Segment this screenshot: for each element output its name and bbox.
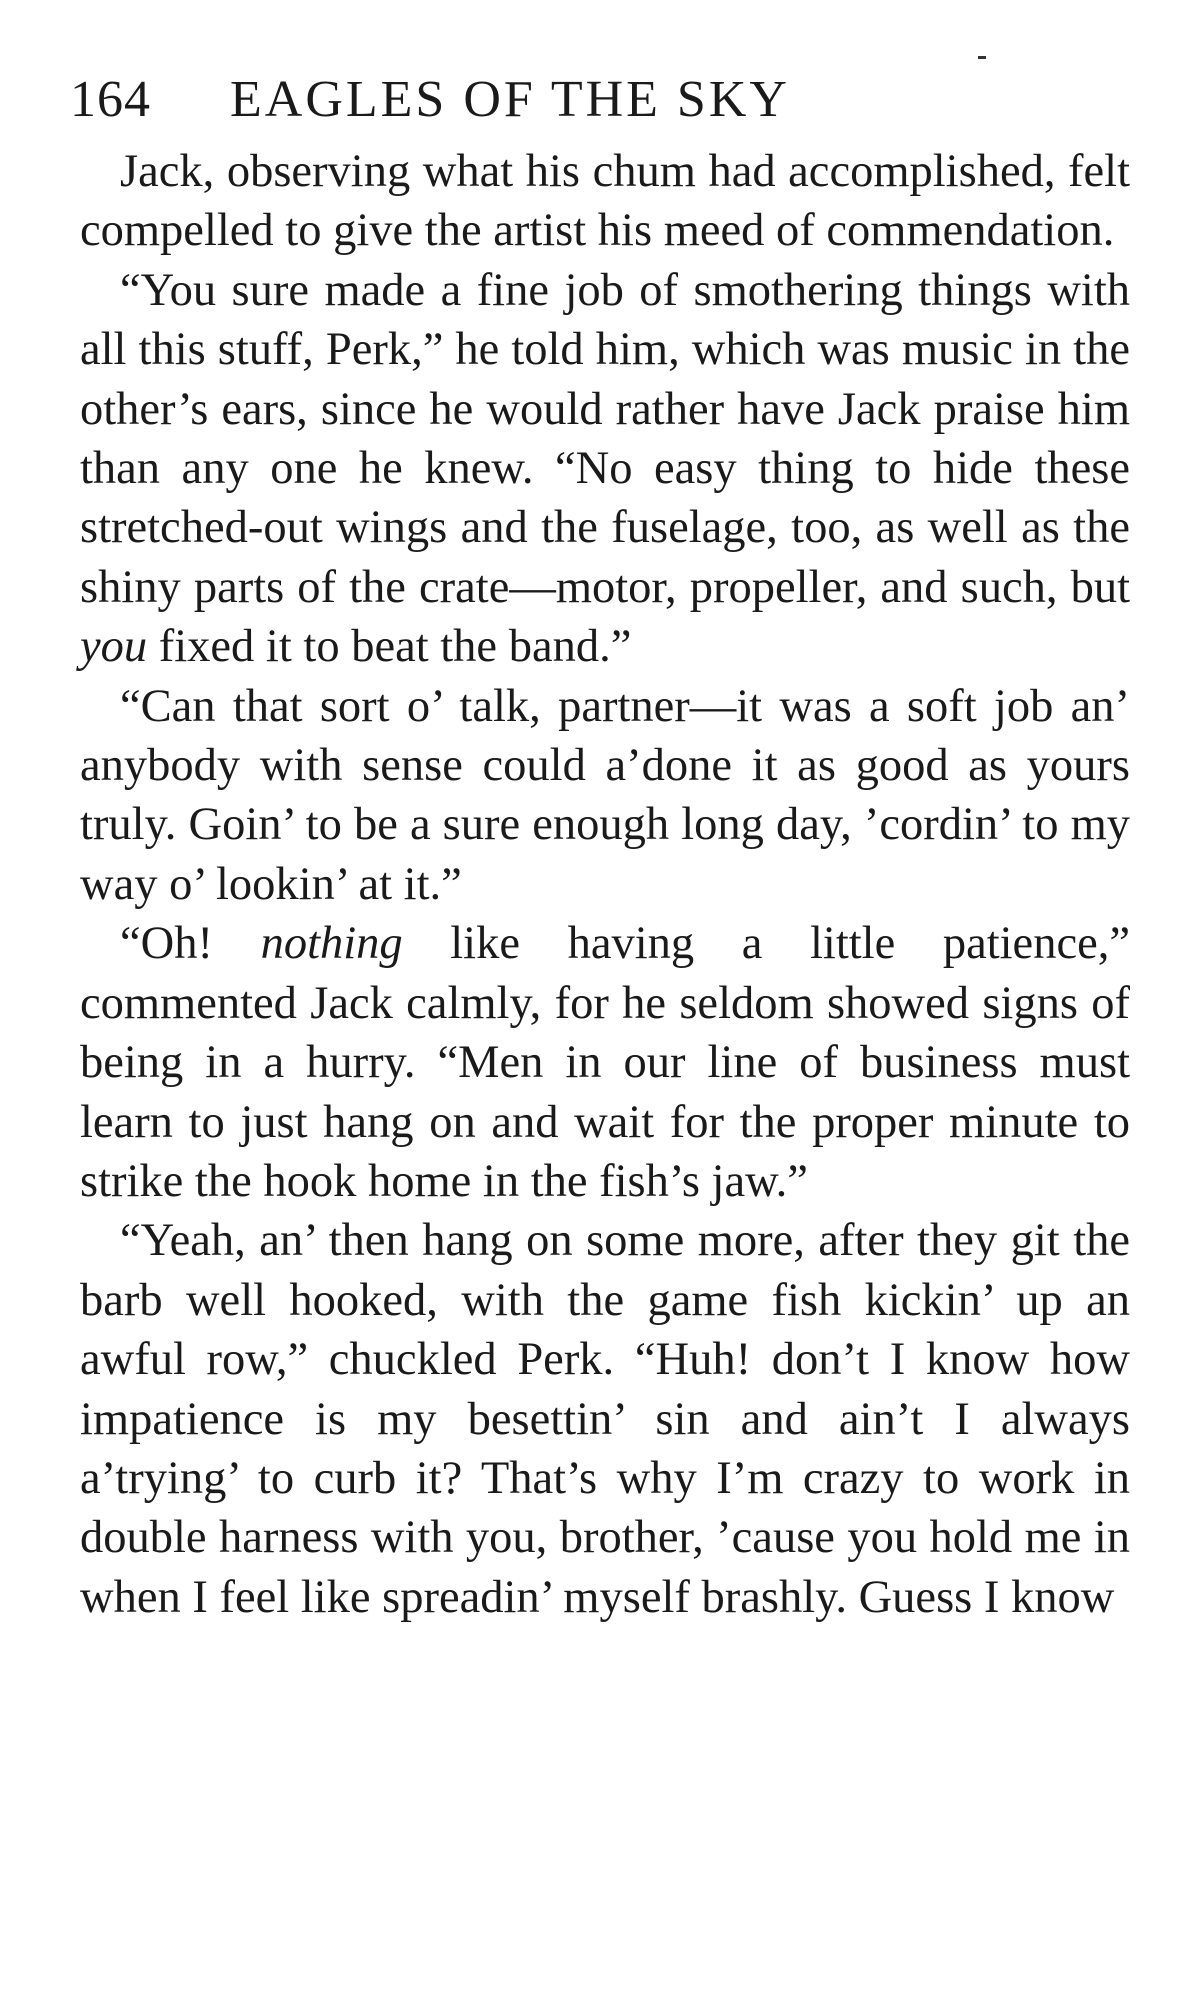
paragraph-text: fixed it to beat the band.”	[147, 621, 632, 673]
book-page	[70, 70, 1130, 1627]
running-head: EAGLES OF THE SKY	[230, 71, 790, 128]
emphasis-text: nothing	[260, 918, 403, 970]
paragraph: “Can that sort o’ talk, partner—it was a soft job an’ anybody with sense could a’done it as good as yours truly. Goin’ to be a sure enough long day, ’cordin’ to my way o’ lookin’ at it.”	[80, 680, 1130, 910]
paragraph: “Yeah, an’ then hang on some more, after they git the barb well hooked, with the game fish kickin’ up an awful row,” chuckled Perk. “Huh! don’t I know how impatience is my besettin’ sin and ain’t I always a’trying’ to curb it? That’s why I’m crazy to work in double harness with you, brother, ’cause you hold me in when I feel like spreadin’ myself brashly. Guess I know	[80, 1215, 1130, 1623]
paragraph	[80, 914, 1130, 1211]
paragraph-text: like having a little patience,” commented Jack calmly, for he seldom showed signs of being in a hurry. “Men in our line of business must learn to just hang on and wait for the proper minute to strike the hook home in the fish’s jaw.”	[80, 918, 1130, 1207]
page-header	[70, 70, 1130, 142]
paragraph: Jack, observing what his chum had accomplished, felt compelled to give the artist his meed of commendation.	[80, 146, 1130, 257]
paragraph-text: “You sure made a fine job of smothering things with all this stuff, Perk,” he told him, which was music in the other’s ears, since he would rather have Jack praise him than any one he knew. “No easy thing to hide these stretched-out wings and the fuselage, too, as well as the shiny parts of the crate—motor, propeller, and such, but	[80, 264, 1130, 613]
page-number: 164	[70, 71, 151, 128]
paragraph	[80, 261, 1130, 677]
print-speck	[978, 56, 986, 59]
body-text	[80, 142, 1130, 1627]
paragraph-text: “Oh!	[120, 918, 261, 970]
emphasis-text: you	[80, 621, 148, 673]
